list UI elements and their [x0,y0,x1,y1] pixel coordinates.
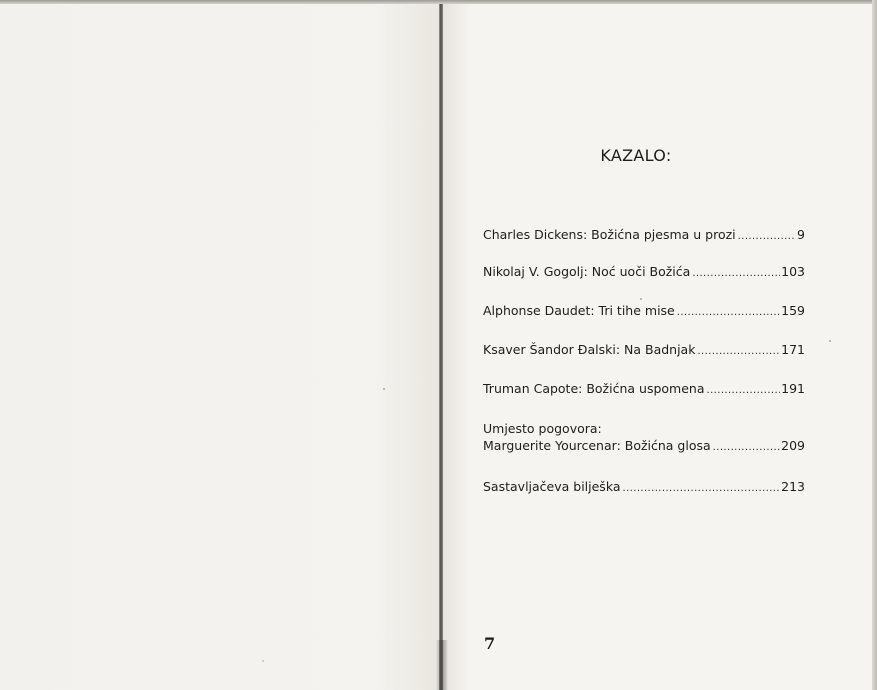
toc-entry [483,341,805,360]
page-number: 7 [484,634,496,653]
left-page [0,4,440,690]
paper-speck [640,298,642,300]
toc-entry-page: 171 [781,342,805,357]
dot-leader [623,480,781,497]
toc-entry-text: Marguerite Yourcenar: Božićna glosa [483,438,711,453]
dot-leader [713,439,780,456]
right-page-edge [872,0,877,690]
toc-title: KAZALO: [600,146,672,165]
toc-entry-page: 213 [781,479,805,494]
toc-entry-page: 9 [797,227,805,242]
toc-entry [483,226,805,245]
toc-entry-page: 159 [781,303,805,318]
dot-leader [738,228,796,245]
toc-entry [483,263,805,282]
toc-entry [483,420,805,456]
toc-entry-text: Charles Dickens: Božićna pjesma u prozi [483,227,736,242]
dot-leader [707,382,781,399]
toc-entry-text: Ksaver Šandor Đalski: Na Badnjak [483,342,696,357]
toc-entry-page: 103 [781,264,805,279]
toc-entry [483,380,805,399]
toc-entry-page: 209 [781,438,805,453]
toc-entry-text: Sastavljačeva bilješka [483,479,621,494]
toc-entry-text: Alphonse Daudet: Tri tihe mise [483,303,675,318]
toc-entry [483,302,805,321]
paper-speck [829,340,831,342]
gutter-shadow [436,640,448,690]
dot-leader [677,304,780,321]
toc-entry-prefix: Umjesto pogovora: [483,421,602,436]
book-gutter [439,4,443,690]
dot-leader [692,265,780,282]
toc-entry-page: 191 [781,381,805,396]
paper-speck [262,660,264,662]
toc-entry-text: Nikolaj V. Gogolj: Noć uoči Božića [483,264,691,279]
toc-entry-text: Truman Capote: Božićna uspomena [483,381,705,396]
paper-speck [383,388,385,390]
dot-leader [697,343,780,360]
toc-entry [483,478,805,497]
